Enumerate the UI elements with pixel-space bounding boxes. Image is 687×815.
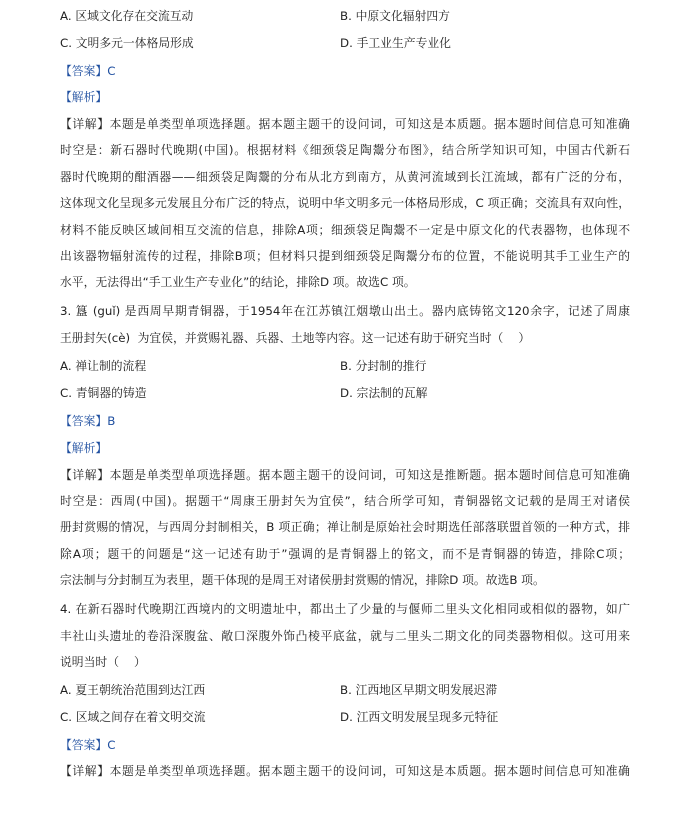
q2-answer [60,62,115,80]
detail-text: 本题是单类型单项选择题。据本题主题干的设问词，可知这是本质题。据本题时间信息可知准确 [109,117,630,131]
q2-option-c: C. 文明多元一体格局形成 [60,36,194,50]
q2-detail-line: 时空是：新石器时代晚期(中国)。根据材料《细颈袋足陶鬶分布图》，结合所学知识可知，中国古代新石 [60,143,630,157]
q4-detail-line [60,762,630,780]
q4-option-a: A. 夏王朝统治范围到达江西 [60,683,206,697]
q4-stem-line: 丰社山头遗址的卷沿深腹盆、敞口深腹外饰凸棱平底盆，就与二里头二期文化的同类器物相似。这可用来 [60,629,630,643]
q2-detail-line: 水平，无法得出“手工业生产专业化”的结论，排除D 项。故选C 项。 [60,275,416,289]
answer-value: C [107,64,116,78]
q2-option-a: A. 区域文化存在交流互动 [60,9,194,23]
answer-label: 【答案】 [60,738,108,752]
q3-option-b: B. 分封制的推行 [340,359,427,373]
answer-label: 【答案】 [60,64,108,78]
q3-detail-line: 册封赏赐的情况，与西周分封制相关，B 项正确；禅让制是原始社会时期选任部落联盟首领的一种方式，排 [60,520,630,534]
q2-detail-line [60,115,630,133]
q3-detail-line [60,466,630,484]
q2-option-b: B. 中原文化辐射四方 [340,9,450,23]
detail-text: 本题是单类型单项选择题。据本题主题干的设问词，可知这是本质题。据本题时间信息可知准确 [109,764,630,778]
detail-label: 【详解】 [60,468,110,482]
q2-detail-line: 材料不能反映区域间相互交流的信息，排除A项；细颈袋足陶鬶不一定是中原文化的代表器物，也体现不 [60,223,630,237]
q3-detail-line: 宗法制与分封制互为表里，题干体现的是周王对诸侯册封赏赐的情况，排除D 项。故选B 项。 [60,573,545,587]
q4-stem-line: 说明当时（ ） [60,655,146,669]
q4-stem-line: 4. 在新石器时代晚期江西境内的文明遗址中，都出土了少量的与偃师二里头文化相同或相似的器物，如广 [60,602,630,616]
q2-analysis-label: 【解析】 [60,90,108,104]
q4-answer [60,736,115,754]
q3-option-c: C. 青铜器的铸造 [60,386,147,400]
detail-text: 本题是单类型单项选择题。据本题主题干的设问词，可知这是推断题。据本题时间信息可知准确 [109,468,630,482]
q3-detail-line: 除A项；题干的问题是“这一记述有助于”强调的是青铜器上的铭文，而不是青铜器的铸造，排除C项； [60,547,630,561]
answer-label: 【答案】 [60,414,108,428]
q3-option-d: D. 宗法制的瓦解 [340,386,428,400]
q3-option-a: A. 禅让制的流程 [60,359,147,373]
q3-stem-line: 3. 簋 (guǐ) 是西周早期青铜器，于1954年在江苏镇江烟墩山出土。器内底铸铭文120余字，记述了周康 [60,304,630,318]
q4-option-b: B. 江西地区早期文明发展迟滞 [340,683,498,697]
q2-detail-line: 这体现文化呈现多元发展且分布广泛的特点，说明中华文明多元一体格局形成，C 项正确；交流具有双向性， [60,196,630,210]
q2-detail-line: 出该器物辐射流传的过程，排除B项；但材料只提到细颈袋足陶鬶分布的位置，不能说明其手工业生产的 [60,249,630,263]
detail-label: 【详解】 [60,117,110,131]
answer-value: B [107,414,116,428]
detail-label: 【详解】 [60,764,110,778]
q3-detail-line: 时空是：西周(中国)。据题干“周康王册封矢为宜侯”，结合所学可知，青铜器铭文记载的是周王对诸侯 [60,494,630,508]
q3-answer [60,412,115,430]
answer-value: C [107,738,116,752]
q4-option-d: D. 江西文明发展呈现多元特征 [340,710,499,724]
q2-detail-line: 器时代晚期的酣酒器——细颈袋足陶鬶的分布从北方到南方，从黄河流域到长江流域，都有广泛的分布， [60,170,630,184]
q4-option-c: C. 区域之间存在着文明交流 [60,710,206,724]
q3-stem-line: 王册封矢(cè) 为宜侯，并赏赐礼器、兵器、土地等内容。这一记述有助于研究当时（ ） [60,331,531,345]
q2-option-d: D. 手工业生产专业化 [340,36,451,50]
q3-analysis-label: 【解析】 [60,441,108,455]
